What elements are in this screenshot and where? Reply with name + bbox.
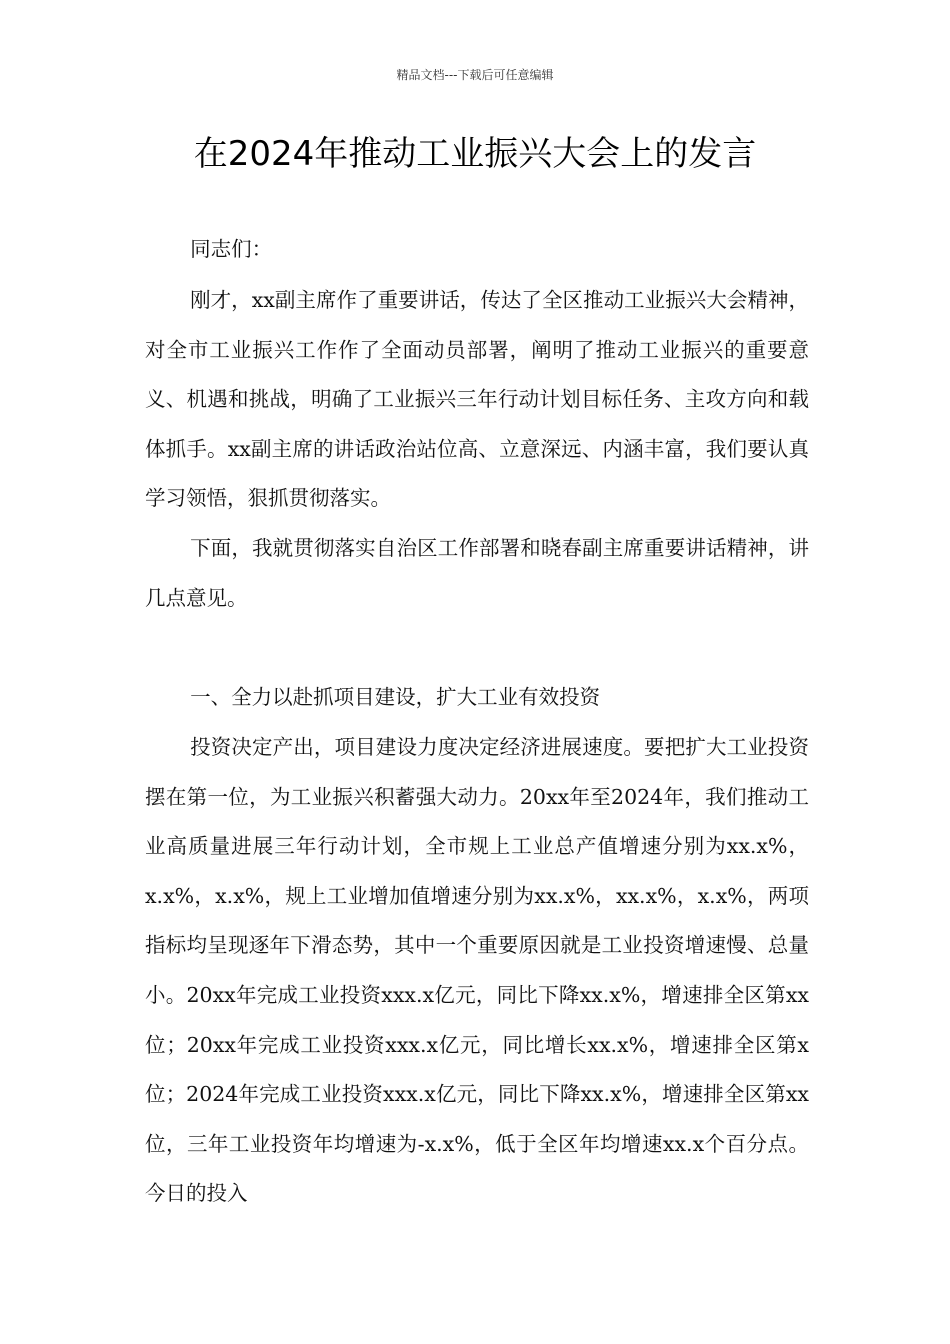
- paragraph: 投资决定产出，项目建设力度决定经济进展速度。要把扩大工业投资摆在第一位，为工业振兴积蓄强大动力。20xx年至2024年，我们推动工业高质量进展三年行动计划，全市规上工业总产值增速分别为xx.x%，x.x%，x.x%，规上工业增加值增速分别为xx.x%，xx.x%，x.x%，两项指标均呈现逐年下滑态势，其中一个重要原因就是工业投资增速慢、总量小。20xx年完成工业投资xxx.x亿元，同比下降xx.x%，增速排全区第xx位；20xx年完成工业投资xxx.x亿元，同比增长xx.x%，增速排全区第x位；2024年完成工业投资xxx.x亿元，同比下降xx.x%，增速排全区第xx位，三年工业投资年均增速为-x.x%，低于全区年均增速xx.x个百分点。今日的投入: [145, 735, 809, 1206]
- section-body: [145, 723, 809, 1219]
- document-title: 在2024年推动工业振兴大会上的发言: [193, 134, 757, 174]
- greeting-text: 同志们：: [190, 237, 273, 261]
- intro-paragraphs: [145, 276, 809, 623]
- header-note: 精品文档---下载后可任意编辑: [396, 68, 554, 82]
- section-heading: 一、全力以赴抓项目建设，扩大工业有效投资: [190, 685, 601, 709]
- paragraph: 下面，我就贯彻落实自治区工作部署和晓春副主席重要讲话精神，讲几点意见。: [145, 535, 809, 610]
- greeting: [145, 225, 809, 275]
- paragraph: 刚才，xx副主席作了重要讲话，传达了全区推动工业振兴大会精神，对全市工业振兴工作作了全面动员部署，阐明了推动工业振兴的重要意义、机遇和挑战，明确了工业振兴三年行动计划目标任务、主攻方向和载体抓手。xx副主席的讲话政治站位高、立意深远、内涵丰富，我们要认真学习领悟，狠抓贯彻落实。: [145, 288, 809, 511]
